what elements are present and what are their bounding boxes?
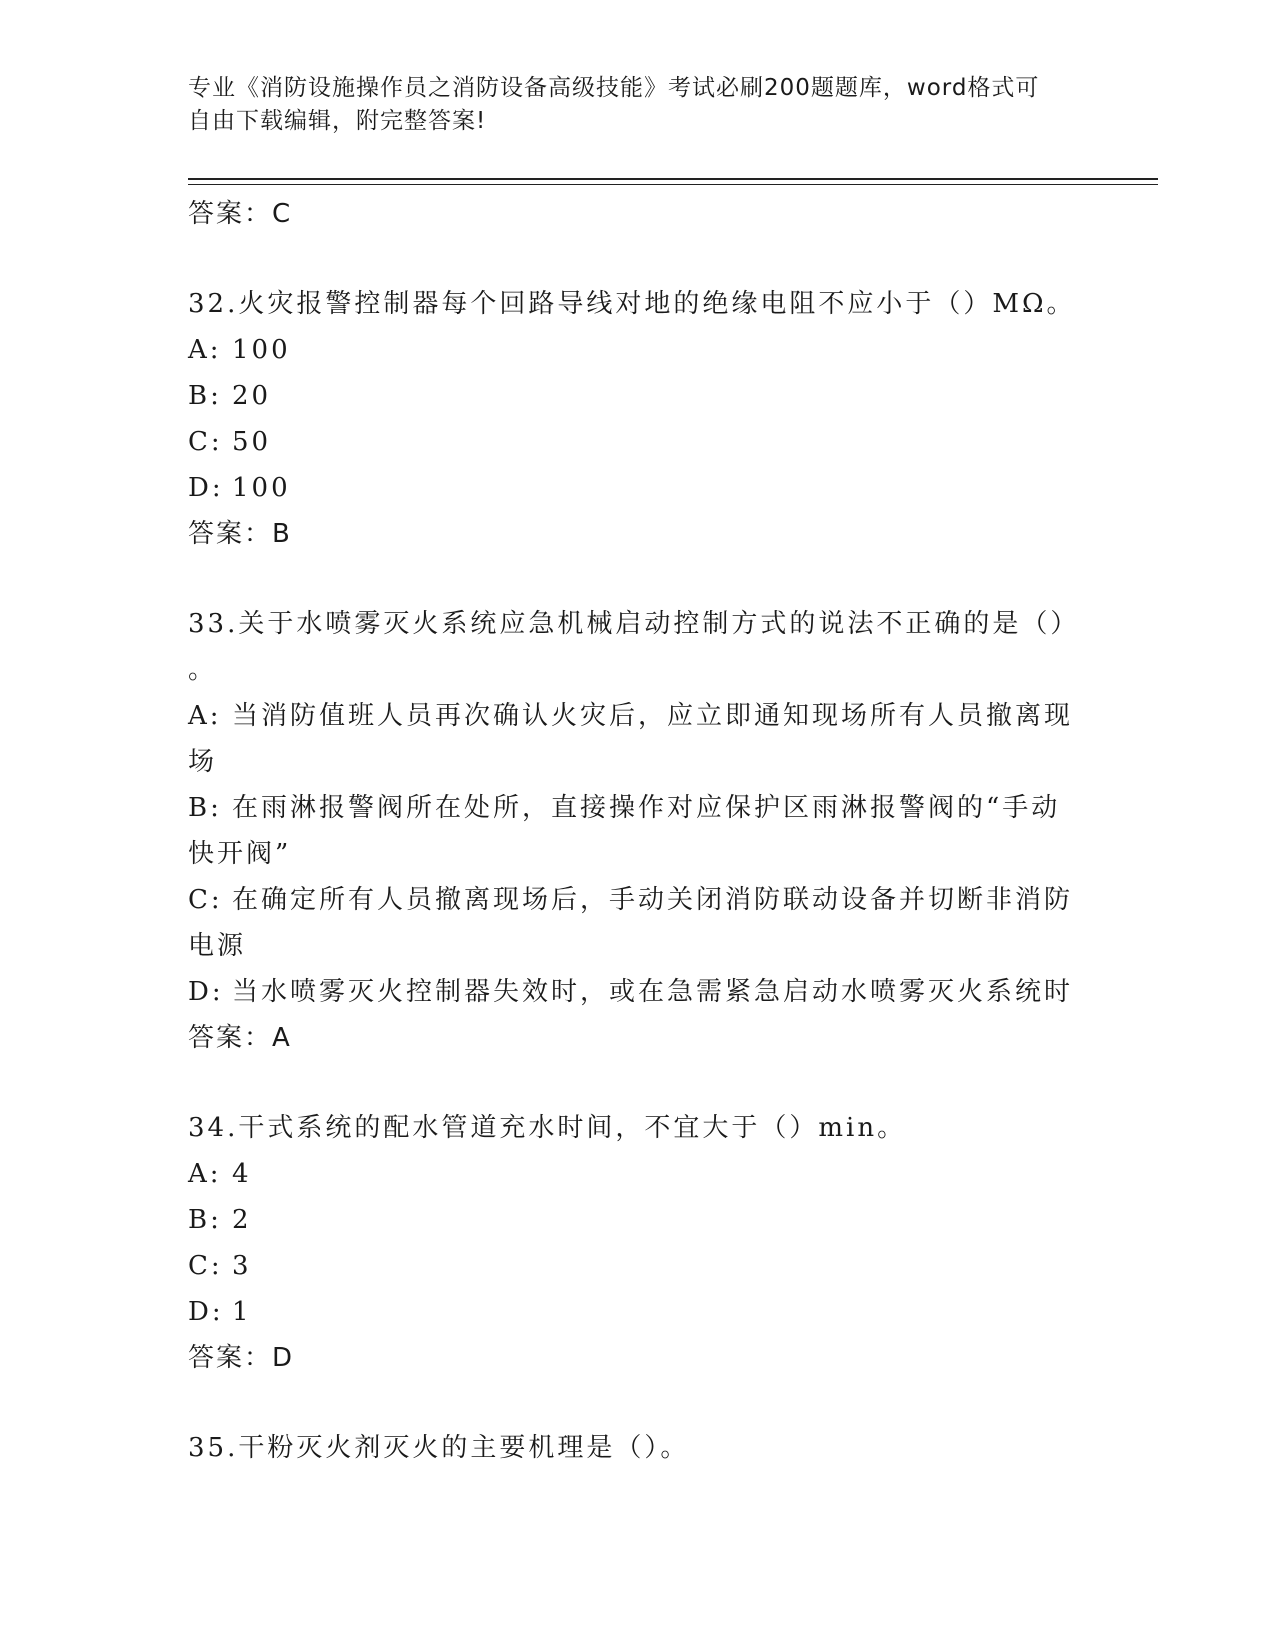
option-d bbox=[188, 465, 1088, 511]
question-stem: 35.干粉灭火剂灭火的主要机理是（）。 bbox=[188, 1433, 690, 1463]
option-text: 2 bbox=[232, 1205, 252, 1235]
option-key: A: bbox=[188, 335, 222, 365]
option-b bbox=[188, 1197, 1088, 1243]
answer-q34: 答案：D bbox=[188, 1343, 295, 1373]
option-text: 3 bbox=[232, 1251, 252, 1281]
question-34 bbox=[188, 1105, 1088, 1381]
option-d bbox=[188, 1289, 1088, 1335]
option-key: C: bbox=[188, 885, 223, 915]
question-stem bbox=[188, 601, 1088, 647]
option-text-line-2: 电源 bbox=[188, 931, 247, 961]
header-divider-thick bbox=[188, 178, 1158, 180]
option-text: 4 bbox=[232, 1159, 252, 1189]
option-b bbox=[188, 373, 1088, 419]
option-key: D: bbox=[188, 473, 224, 503]
option-key: B: bbox=[188, 1205, 222, 1235]
option-c bbox=[188, 419, 1088, 465]
option-text-line-2: 场 bbox=[188, 747, 218, 777]
option-text-line-1: 当水喷雾灭火控制器失效时，或在急需紧急启动水喷雾灭火系统时 bbox=[232, 977, 1074, 1007]
option-text: 1 bbox=[232, 1297, 252, 1327]
option-key: A: bbox=[188, 1159, 222, 1189]
option-text: 100 bbox=[232, 335, 291, 365]
option-c bbox=[188, 877, 1088, 969]
option-text-line-1: 在雨淋报警阀所在处所，直接操作对应保护区雨淋报警阀的“手动 bbox=[232, 793, 1061, 823]
option-text: 50 bbox=[232, 427, 272, 457]
option-key: D: bbox=[188, 977, 224, 1007]
option-c bbox=[188, 1243, 1088, 1289]
answer-q33: 答案：A bbox=[188, 1023, 292, 1053]
option-key: C: bbox=[188, 1251, 223, 1281]
document-header bbox=[188, 72, 1068, 138]
header-line-2: 自由下载编辑，附完整答案! bbox=[188, 108, 487, 134]
option-key: C: bbox=[188, 427, 223, 457]
option-text-line-2: 快开阀” bbox=[188, 839, 292, 869]
header-divider-thin bbox=[188, 184, 1158, 185]
document-body bbox=[188, 191, 1088, 1471]
question-33 bbox=[188, 601, 1088, 1061]
question-stem-line-1: 33.关于水喷雾灭火系统应急机械启动控制方式的说法不正确的是（） bbox=[188, 609, 1080, 639]
question-stem: 32.火灾报警控制器每个回路导线对地的绝缘电阻不应小于（）MΩ。 bbox=[188, 289, 1076, 319]
option-key: A: bbox=[188, 701, 222, 731]
option-a bbox=[188, 1151, 1088, 1197]
option-a bbox=[188, 693, 1088, 785]
option-text: 20 bbox=[232, 381, 272, 411]
option-key: B: bbox=[188, 381, 222, 411]
option-a bbox=[188, 327, 1088, 373]
question-stem: 34.干式系统的配水管道充水时间，不宜大于（）min。 bbox=[188, 1113, 907, 1143]
header-line-1: 专业《消防设施操作员之消防设备高级技能》考试必刷200题题库，word格式可 bbox=[188, 75, 1040, 101]
option-text-line-1: 在确定所有人员撤离现场后，手动关闭消防联动设备并切断非消防 bbox=[232, 885, 1074, 915]
option-key: B: bbox=[188, 793, 222, 823]
option-key: D: bbox=[188, 1297, 224, 1327]
answer-q32: 答案：B bbox=[188, 519, 292, 549]
option-b bbox=[188, 785, 1088, 877]
option-text-line-1: 当消防值班人员再次确认火灾后，应立即通知现场所有人员撤离现 bbox=[232, 701, 1074, 731]
question-stem-line-2: 。 bbox=[188, 655, 218, 685]
option-text: 100 bbox=[232, 473, 291, 503]
option-d bbox=[188, 969, 1088, 1015]
answer-q31: 答案：C bbox=[188, 199, 293, 229]
question-35 bbox=[188, 1425, 1088, 1471]
question-32 bbox=[188, 281, 1088, 557]
